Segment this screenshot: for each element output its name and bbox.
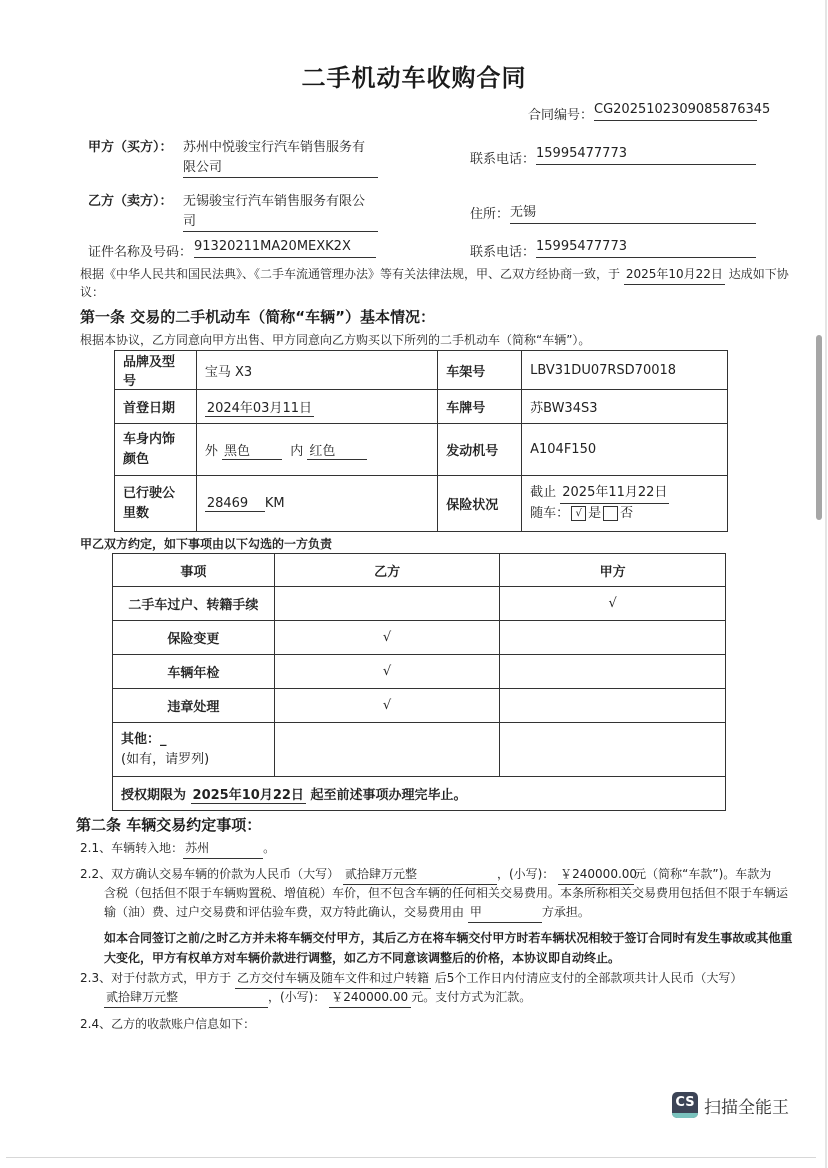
duty-party-a-check[interactable] <box>500 655 726 689</box>
with-car-no-checkbox[interactable] <box>603 506 618 521</box>
vin-value: LBV31DU07RSD70018 <box>522 351 728 390</box>
c22-line3: 输（油）费、过户交易费和评估验车费，双方特此确认，交易费用由 <box>104 905 465 919</box>
c23-t2: 后5个工作日内付清应支付的全部款项共计人民币（大写） <box>434 971 743 985</box>
c21-num: 2.1、 <box>80 841 112 855</box>
party-b-label: 乙方（卖方）： <box>88 194 173 209</box>
contract-no-label: 合同编号： <box>528 108 594 123</box>
duty-party-b-check[interactable]: √ <box>274 689 500 723</box>
with-car-yes-label: 是 <box>588 506 602 521</box>
header-party-b: 乙方 <box>274 554 500 587</box>
camscanner-watermark-text: 扫描全能王 <box>704 1098 789 1118</box>
party-a-phone-label: 联系电话： <box>470 152 536 167</box>
page-bottom-divider <box>6 1157 816 1158</box>
header-party-a: 甲方 <box>500 554 726 587</box>
duty-party-a-check[interactable]: √ <box>500 587 726 621</box>
engine-value: A104F150 <box>522 424 728 476</box>
preamble-text2: 达成如下协 <box>728 267 789 281</box>
c22-t2: ，(小写)： <box>496 867 555 881</box>
exterior-color: 黑色 <box>222 440 282 460</box>
clause-2-2-line1 <box>80 864 771 885</box>
party-a-name-line2: 限公司 <box>183 156 378 178</box>
clause-2-4 <box>80 1014 255 1034</box>
duties-header-row <box>113 554 726 587</box>
auth-prefix: 授权期限为 <box>121 787 187 803</box>
scrollbar[interactable] <box>816 335 822 520</box>
duty-item: 二手车过户、转籍手续 <box>113 587 275 621</box>
c22-line2: 含税（包括但不限于车辆购置税、增值税）车价，但不包含车辆的任何相关交易费用。本条所称相关交易费用包括但不限于车辆运 <box>104 886 789 900</box>
party-b-address-label: 住所： <box>470 207 510 222</box>
exterior-prefix: 外 <box>204 443 218 459</box>
party-b-name-line2: 司 <box>183 210 378 232</box>
vehicle-row-mileage <box>115 476 728 532</box>
preamble-line1 <box>80 264 789 285</box>
plate-value: 苏BW34S3 <box>522 390 728 424</box>
other-label: 其他：_ <box>121 731 167 747</box>
preamble-text3: 议： <box>80 285 105 299</box>
auth-date: 2025年10月22日 <box>191 784 306 804</box>
c22-num: 2.2、 <box>80 867 112 881</box>
c22-upper: 贰拾肆万元整 <box>343 864 497 885</box>
table-row <box>113 689 726 723</box>
c23-upper: 贰拾肆万元整 <box>104 987 268 1008</box>
authorization-row <box>113 777 726 811</box>
duties-intro: 甲乙双方约定，如下事项由以下勾选的一方负责 <box>80 537 333 551</box>
other-party-a[interactable] <box>500 723 726 777</box>
brand-value: 宝马 X3 <box>196 351 437 390</box>
c21-label: 车辆转入地： <box>111 841 184 855</box>
auth-suffix: 起至前述事项办理完毕止。 <box>310 787 467 803</box>
duty-item: 车辆年检 <box>113 655 275 689</box>
party-a-label: 甲方（买方）： <box>88 140 173 155</box>
clause-2-3-line1 <box>80 968 742 989</box>
page-edge <box>825 0 827 1168</box>
party-b-phone: 15995477773 <box>536 239 756 258</box>
bold-line2: 大变化，甲方有权单方对车辆价款进行调整，如乙方不同意该调整后的价格，本协议即自动终止。 <box>104 951 621 965</box>
c22-end: 方承担。 <box>541 905 590 919</box>
preamble-text1: 根据《中华人民共和国民法典》、《二手车流通管理办法》等有关法律法规，甲、乙双方经协商一致，于 <box>80 267 621 281</box>
insurance-until: 2025年11月22日 <box>560 483 669 504</box>
interior-prefix: 内 <box>290 443 304 459</box>
c21-end: 。 <box>263 841 276 855</box>
article1-heading: 第一条 交易的二手机动车（简称“车辆”）基本情况： <box>80 308 435 326</box>
brand-label: 品牌及型号 <box>115 351 197 390</box>
clause-2-2-line3 <box>104 902 590 923</box>
c23-t4: 元。支付方式为汇款。 <box>411 990 532 1004</box>
with-car-label: 随车： <box>530 506 570 521</box>
c23-num: 2.3、 <box>80 971 112 985</box>
duties-table <box>112 553 726 811</box>
table-row <box>113 587 726 621</box>
party-b-address: 无锡 <box>510 201 756 224</box>
other-note: (如有，请罗列) <box>121 751 210 767</box>
with-car-no-label: 否 <box>620 506 634 521</box>
vin-label: 车架号 <box>438 351 522 390</box>
party-b-id-label: 证件名称及号码： <box>88 245 193 260</box>
vehicle-row-brand <box>115 351 728 390</box>
c21-value: 苏州 <box>183 838 263 859</box>
header-item: 事项 <box>113 554 275 587</box>
c23-lower: ￥240000.00 <box>329 987 411 1008</box>
party-b-name-line1: 无锡骏宝行汽车销售服务有限公 <box>183 194 366 209</box>
camscanner-logo-icon: CS <box>672 1092 698 1118</box>
c23-t1: 对于付款方式，甲方于 <box>111 971 232 985</box>
duty-party-b-check[interactable]: √ <box>274 621 500 655</box>
vehicle-info-table <box>114 350 728 532</box>
insurance-label: 保险状况 <box>438 476 522 532</box>
vehicle-row-registration <box>115 390 728 424</box>
c22-payer: 甲 <box>468 902 542 923</box>
with-car-yes-checkbox[interactable]: √ <box>571 506 586 521</box>
interior-color: 红色 <box>307 440 367 460</box>
duty-party-b-check[interactable]: √ <box>274 655 500 689</box>
article2-heading: 第二条 车辆交易约定事项： <box>76 816 262 834</box>
c22-t3: 元（简称“车款”)。车款为 <box>634 867 772 881</box>
c23-condition: 乙方交付车辆及随车文件和过户转籍 <box>235 968 431 989</box>
party-a-phone: 15995477773 <box>536 146 756 165</box>
duty-party-a-check[interactable] <box>500 689 726 723</box>
duty-item: 违章处理 <box>113 689 275 723</box>
duty-party-a-check[interactable] <box>500 621 726 655</box>
c23-t3: ，(小写)： <box>268 990 326 1004</box>
table-row <box>113 655 726 689</box>
contract-no-value: CG2025102309085876345 <box>594 102 757 121</box>
c24-text: 乙方的收款账户信息如下： <box>111 1017 256 1031</box>
mileage-value: 28469 <box>205 496 265 512</box>
bold-line1: 如本合同签订之前/之时乙方并未将车辆交付甲方，其后乙方在将车辆交付甲方时若车辆状况相较于签订合同时有发生事故或其他重 <box>104 931 793 945</box>
c22-lower: ￥240000.00 <box>558 864 634 885</box>
reg-date-value: 2024年03月11日 <box>205 397 314 417</box>
duty-item: 保险变更 <box>113 621 275 655</box>
clause-2-1 <box>80 838 275 859</box>
engine-label: 发动机号 <box>438 424 522 476</box>
reg-date-label: 首登日期 <box>115 390 197 424</box>
document-title: 二手机动车收购合同 <box>301 64 527 92</box>
party-b-phone-label: 联系电话： <box>470 245 536 260</box>
clause-2-3-line2 <box>104 987 531 1008</box>
color-label: 车身内饰颜色 <box>115 424 197 476</box>
table-row <box>113 621 726 655</box>
c24-num: 2.4、 <box>80 1017 112 1031</box>
mileage-label: 已行驶公里数 <box>115 476 197 532</box>
party-b-id-value: 91320211MA20MEXK2X <box>194 239 376 258</box>
vehicle-row-color <box>115 424 728 476</box>
preamble-date: 2025年10月22日 <box>624 264 725 285</box>
plate-label: 车牌号 <box>438 390 522 424</box>
party-a-name-line1: 苏州中悦骏宝行汽车销售服务有 <box>183 140 366 155</box>
other-party-b[interactable] <box>274 723 500 777</box>
mileage-unit: KM <box>264 495 285 511</box>
insurance-prefix: 截止 <box>530 485 557 500</box>
duty-other-row <box>113 723 726 777</box>
article1-intro: 根据本协议，乙方同意向甲方出售、甲方同意向乙方购买以下所列的二手机动车（简称“车辆”）。 <box>80 333 591 347</box>
c22-t1: 双方确认交易车辆的价款为人民币（大写） <box>111 867 340 881</box>
duty-party-b-check[interactable] <box>274 587 500 621</box>
